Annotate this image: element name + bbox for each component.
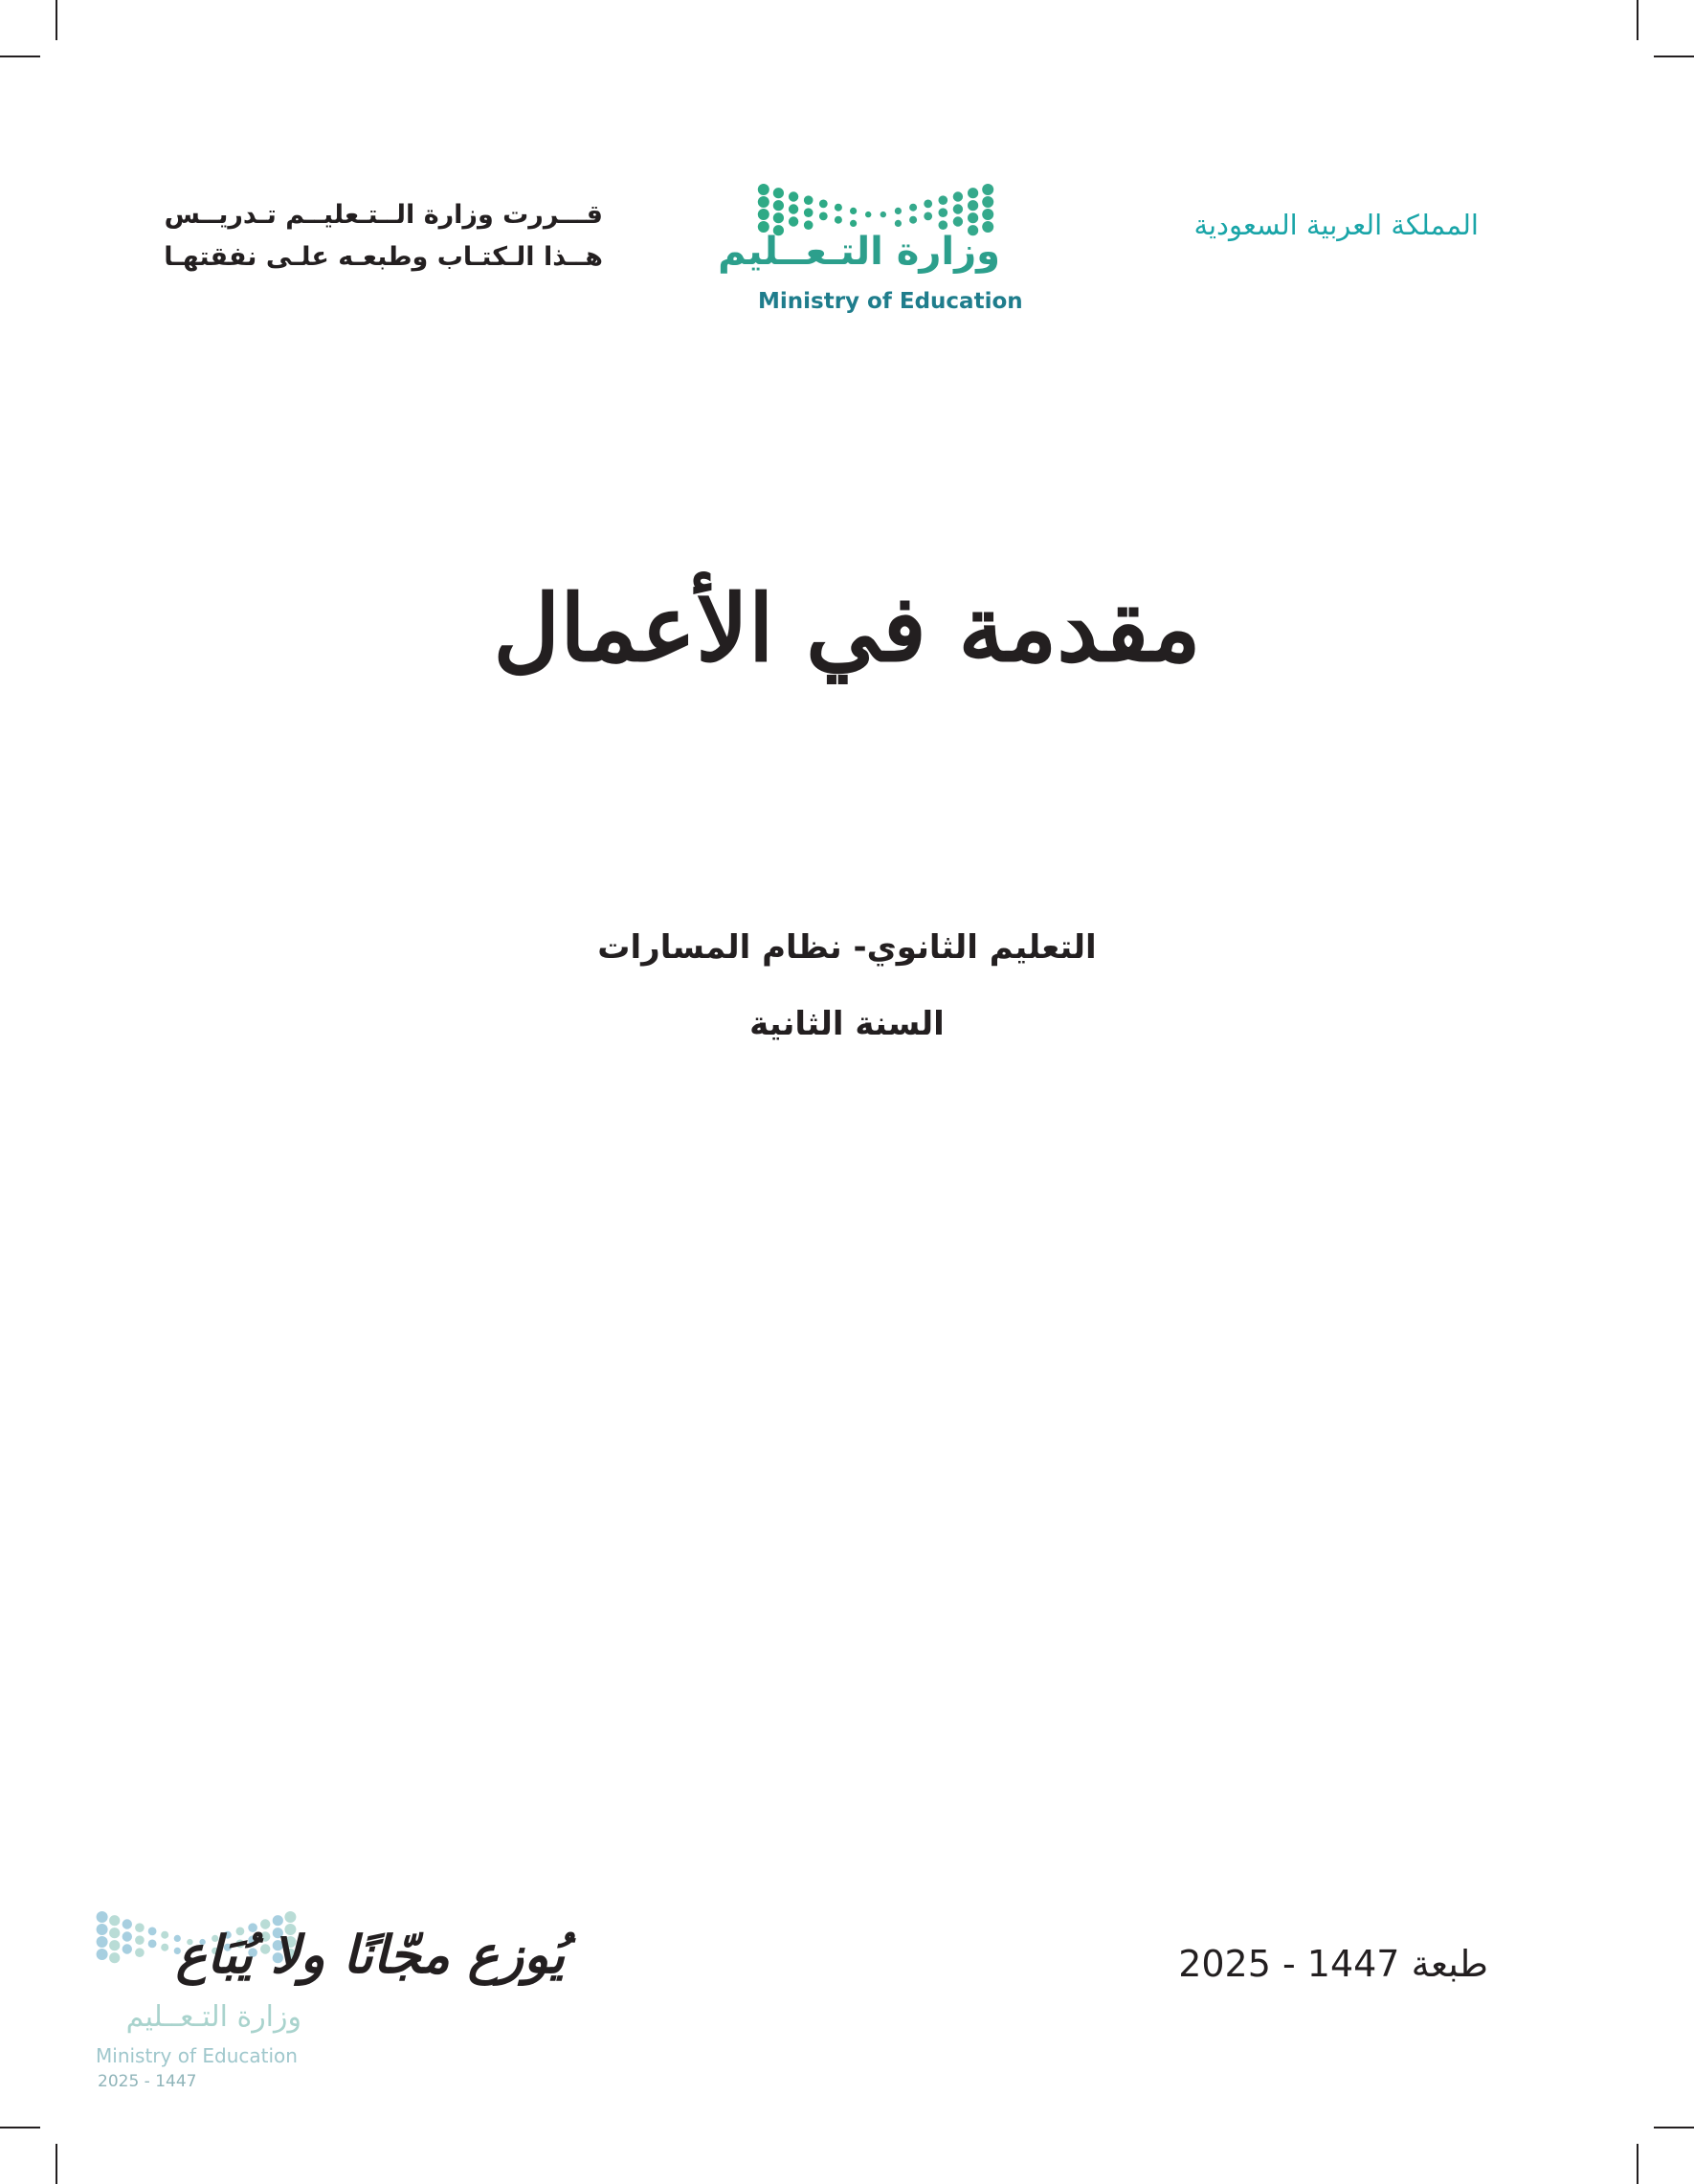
logo-dot [835,216,842,224]
logo-dot [953,191,963,201]
decree-line-2: هــذا الـكتـاب وطبعـه علـى نفقتهـا [164,242,603,272]
logo-dot [789,191,798,201]
logo-dot [880,212,886,217]
logo-dot [968,188,978,198]
logo-dot [804,208,814,217]
watermark-english: Ministry of Education [96,2044,298,2067]
school-year: السنة الثانية [749,1005,945,1043]
logo-dot [819,200,828,209]
logo-dot [909,204,917,212]
logo-dot [924,200,932,209]
logo-dot [773,188,784,198]
logo-dot [123,1944,132,1953]
decree-statement [164,194,603,279]
logo-dot [819,212,828,221]
crop-mark-bottom-left-horizontal [0,2127,40,2128]
logo-dot [109,1915,120,1926]
logo-dot [865,212,871,217]
logo-dot [982,209,993,220]
logo-dot [850,220,857,227]
ministry-logo-english: Ministry of Education [758,289,1023,314]
logo-dot [758,184,769,195]
logo-dot [939,195,948,205]
logo-dot [804,220,814,230]
watermark-arabic: وزارة التـعــليم [125,2000,301,2034]
crop-mark-bottom-right-horizontal [1654,2127,1694,2128]
logo-dot [109,1928,120,1938]
crop-mark-bottom-right-vertical [1637,2144,1638,2184]
logo-dot [982,196,993,208]
logo-dot [773,212,784,223]
logo-dot [97,1936,108,1948]
logo-dot [939,220,948,230]
logo-dot [758,196,769,208]
logo-dot [789,204,798,213]
logo-dot [968,200,978,211]
logo-dot [968,212,978,223]
logo-dot [148,1940,157,1949]
free-distribution-notice: يُوزع مجّانًا ولا يُبَاع [175,1924,565,1985]
logo-dot [97,1911,108,1923]
kingdom-name: المملكة العربية السعودية [1193,209,1479,241]
crop-mark-bottom-left-vertical [56,2144,57,2184]
logo-dot [939,208,948,217]
logo-dot [284,1911,296,1923]
logo-dot [109,1940,120,1950]
crop-mark-top-left-horizontal [0,56,40,57]
logo-dot [953,216,963,226]
logo-dot [924,212,932,221]
education-level: التعليم الثانوي- نظام المسارات [597,928,1097,967]
logo-dot [895,208,902,214]
watermark-year: 2025 - 1447 [98,2072,197,2091]
logo-dot [148,1928,157,1936]
ministry-logo-arabic: وزارة التـعــليم [718,230,1000,274]
logo-dot [758,209,769,220]
crop-mark-top-right-vertical [1637,0,1638,40]
logo-dot [804,195,814,205]
logo-dot [135,1923,145,1932]
logo-dot [97,1949,108,1960]
logo-dot [835,204,842,212]
logo-dot [953,204,963,213]
logo-dot [123,1919,132,1928]
logo-dot [850,208,857,214]
book-title: مقدمة في الأعمال [493,574,1201,682]
logo-dot [135,1935,145,1945]
crop-mark-top-right-horizontal [1654,56,1694,57]
logo-dot [789,216,798,226]
decree-line-1: قـــررت وزارة الــتـعليــم تـدريــس [164,200,603,230]
logo-dot [135,1948,145,1957]
logo-dot [773,200,784,211]
logo-dot [123,1931,132,1941]
logo-dot [909,216,917,224]
crop-mark-top-left-vertical [56,0,57,40]
logo-dot [895,220,902,227]
edition-label: طبعة 1447 - 2025 [1178,1943,1488,1985]
logo-dot [982,184,993,195]
logo-dot [109,1952,120,1963]
logo-dot [97,1924,108,1935]
